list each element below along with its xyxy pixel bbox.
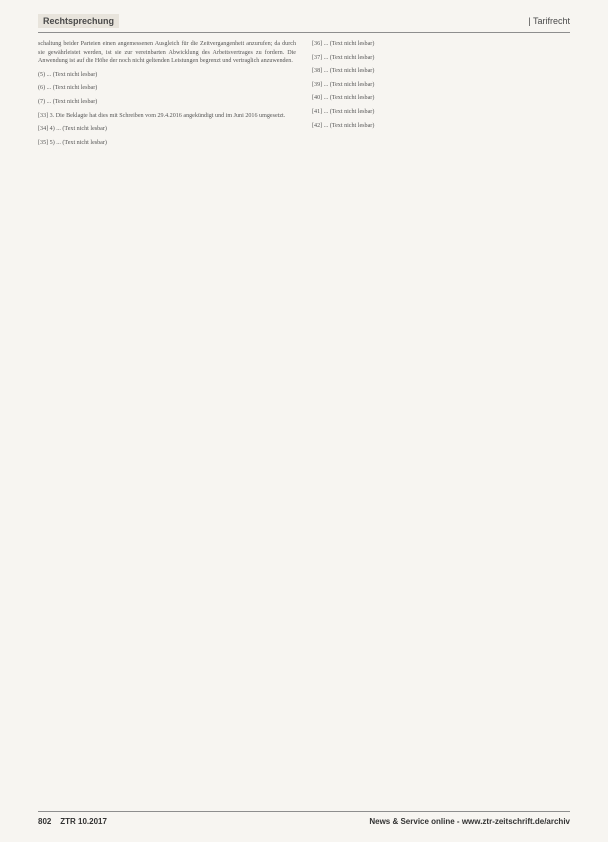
footer-left xyxy=(38,817,107,826)
right-column xyxy=(312,40,570,802)
paragraph: [35] 5) ... (Text nicht lesbar) xyxy=(38,139,107,146)
paragraph: [41] ... (Text nicht lesbar) xyxy=(312,108,375,115)
paragraph: [36] ... (Text nicht lesbar) xyxy=(312,41,375,47)
paragraph: [40] ... (Text nicht lesbar) xyxy=(312,95,375,102)
article-body xyxy=(38,40,570,802)
archive-link[interactable]: News & Service online - www.ztr-zeitschrift.de/archiv xyxy=(369,816,570,826)
paragraph: [33] 3. Die Beklagte hat dies mit Schreiben vom 29.4.2016 angekündigt und im Juni 2016 umgesetzt. xyxy=(38,112,286,119)
page-footer xyxy=(38,811,570,830)
paragraph: (6) ... (Text nicht lesbar) xyxy=(38,85,98,92)
paragraph: [34] 4) ... (Text nicht lesbar) xyxy=(38,126,107,133)
category-title: | Tarifrecht xyxy=(528,16,570,26)
issue-label: ZTR 10.2017 xyxy=(60,816,107,826)
section-title: Rechtsprechung xyxy=(38,14,119,28)
paragraph: (7) ... (Text nicht lesbar) xyxy=(38,98,98,105)
paragraph: schaltung beider Parteien einen angemessenen Ausgleich für die Zeitvergangenheit anzurufen; da durch sie gewährleistet werden, ist sie zur vereinbarten Abwicklung des Arbeitsvertrages zu fordern. Die Anwendung ist auf die Höhe der noch nicht geltenden Leistungen begrenzt und vertraglich anzuwenden. xyxy=(38,41,296,65)
left-column xyxy=(38,40,296,802)
page-header xyxy=(38,10,570,33)
paragraph: [38] ... (Text nicht lesbar) xyxy=(312,68,375,75)
page-number: 802 xyxy=(38,816,52,826)
paragraph: [42] ... (Text nicht lesbar) xyxy=(312,122,375,129)
paragraph: [39] ... (Text nicht lesbar) xyxy=(312,81,375,88)
paragraph: (5) ... (Text nicht lesbar) xyxy=(38,71,98,78)
paragraph: [37] ... (Text nicht lesbar) xyxy=(312,54,375,61)
